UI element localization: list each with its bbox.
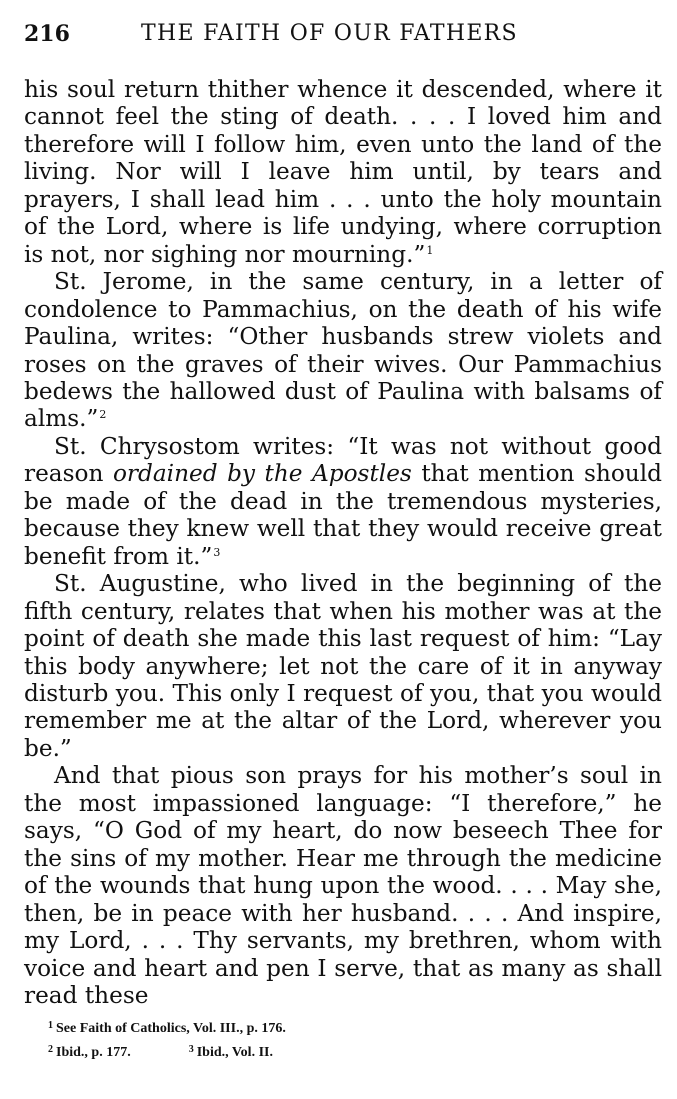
paragraph-text: that mention should be made of the dead in the tremendous mysteries, because they knew well that they would receive great benefit from it.”: [24, 460, 662, 570]
paragraph: [24, 268, 662, 433]
paragraph: [24, 762, 662, 1009]
footnote-ref: 2: [99, 408, 107, 422]
italic-phrase: ordained by the Apostles: [112, 460, 412, 488]
paragraph: [24, 433, 662, 570]
page-number: 216: [24, 21, 70, 47]
paragraph-text: St. Augustine, who lived in the beginning of the fifth century, relates that when his mother was at the point of death she made this last request of him: “Lay this body anywhere; let not the care of it in anyway disturb you. This only I request of you, that you would remember me at the altar of the Lord, wherever you be.”: [24, 570, 662, 762]
footnote-ref: 1: [426, 243, 434, 257]
paragraph-text: St. Chrysostom writes: “It was not without good reason: [24, 432, 662, 488]
footnote-text: Ibid., p. 177.: [56, 1045, 131, 1061]
footnote-text: Ibid., Vol. II.: [196, 1045, 273, 1061]
paragraph: [24, 76, 662, 268]
book-page: [24, 14, 662, 1063]
footnote-mark: 2: [48, 1044, 53, 1056]
body-text: [24, 76, 662, 1009]
paragraph: [24, 570, 662, 762]
page-header: [24, 14, 662, 54]
footnote-text: See Faith of Catholics, Vol. III., p. 176.: [56, 1021, 286, 1037]
paragraph-text: his soul return thither whence it descended, where it cannot feel the sting of death. . . . I loved him and therefore will I follow him, even unto the land of the living. Nor will I leave him until, by tears and prayers, I shall lead him . . . unto the holy mountain of the Lord, where is life undying, where corruption is not, nor sighing nor mourning.”: [24, 76, 662, 268]
footnote-mark: 1: [48, 1020, 53, 1032]
running-title: THE FAITH OF OUR FATHERS: [141, 21, 518, 46]
paragraph-text: And that pious son prays for his mother’s soul in the most impassioned language: “I therefore,” he says, “O God of my heart, do now beseech Thee for the sins of my mother. Hear me through the medicine of the wounds that hung upon the wood. . . . May she, then, be in peace with her husband. . . . And inspire, my Lord, . . . Thy servants, my brethren, whom with voice and heart and pen I serve, that as many as shall read these: [24, 762, 662, 1009]
footnote-line: [48, 1015, 662, 1039]
footnote-ref: 3: [213, 545, 221, 559]
footnotes: [24, 1015, 662, 1063]
paragraph-text: St. Jerome, in the same century, in a letter of condolence to Pammachius, on the death of his wife Paulina, writes: “Other husbands strew violets and roses on the graves of their wives. Our Pammachius bedews the hallowed dust of Paulina with balsams of alms.”: [24, 268, 662, 433]
footnote-line: [48, 1039, 662, 1063]
footnote-mark: 3: [188, 1044, 194, 1056]
